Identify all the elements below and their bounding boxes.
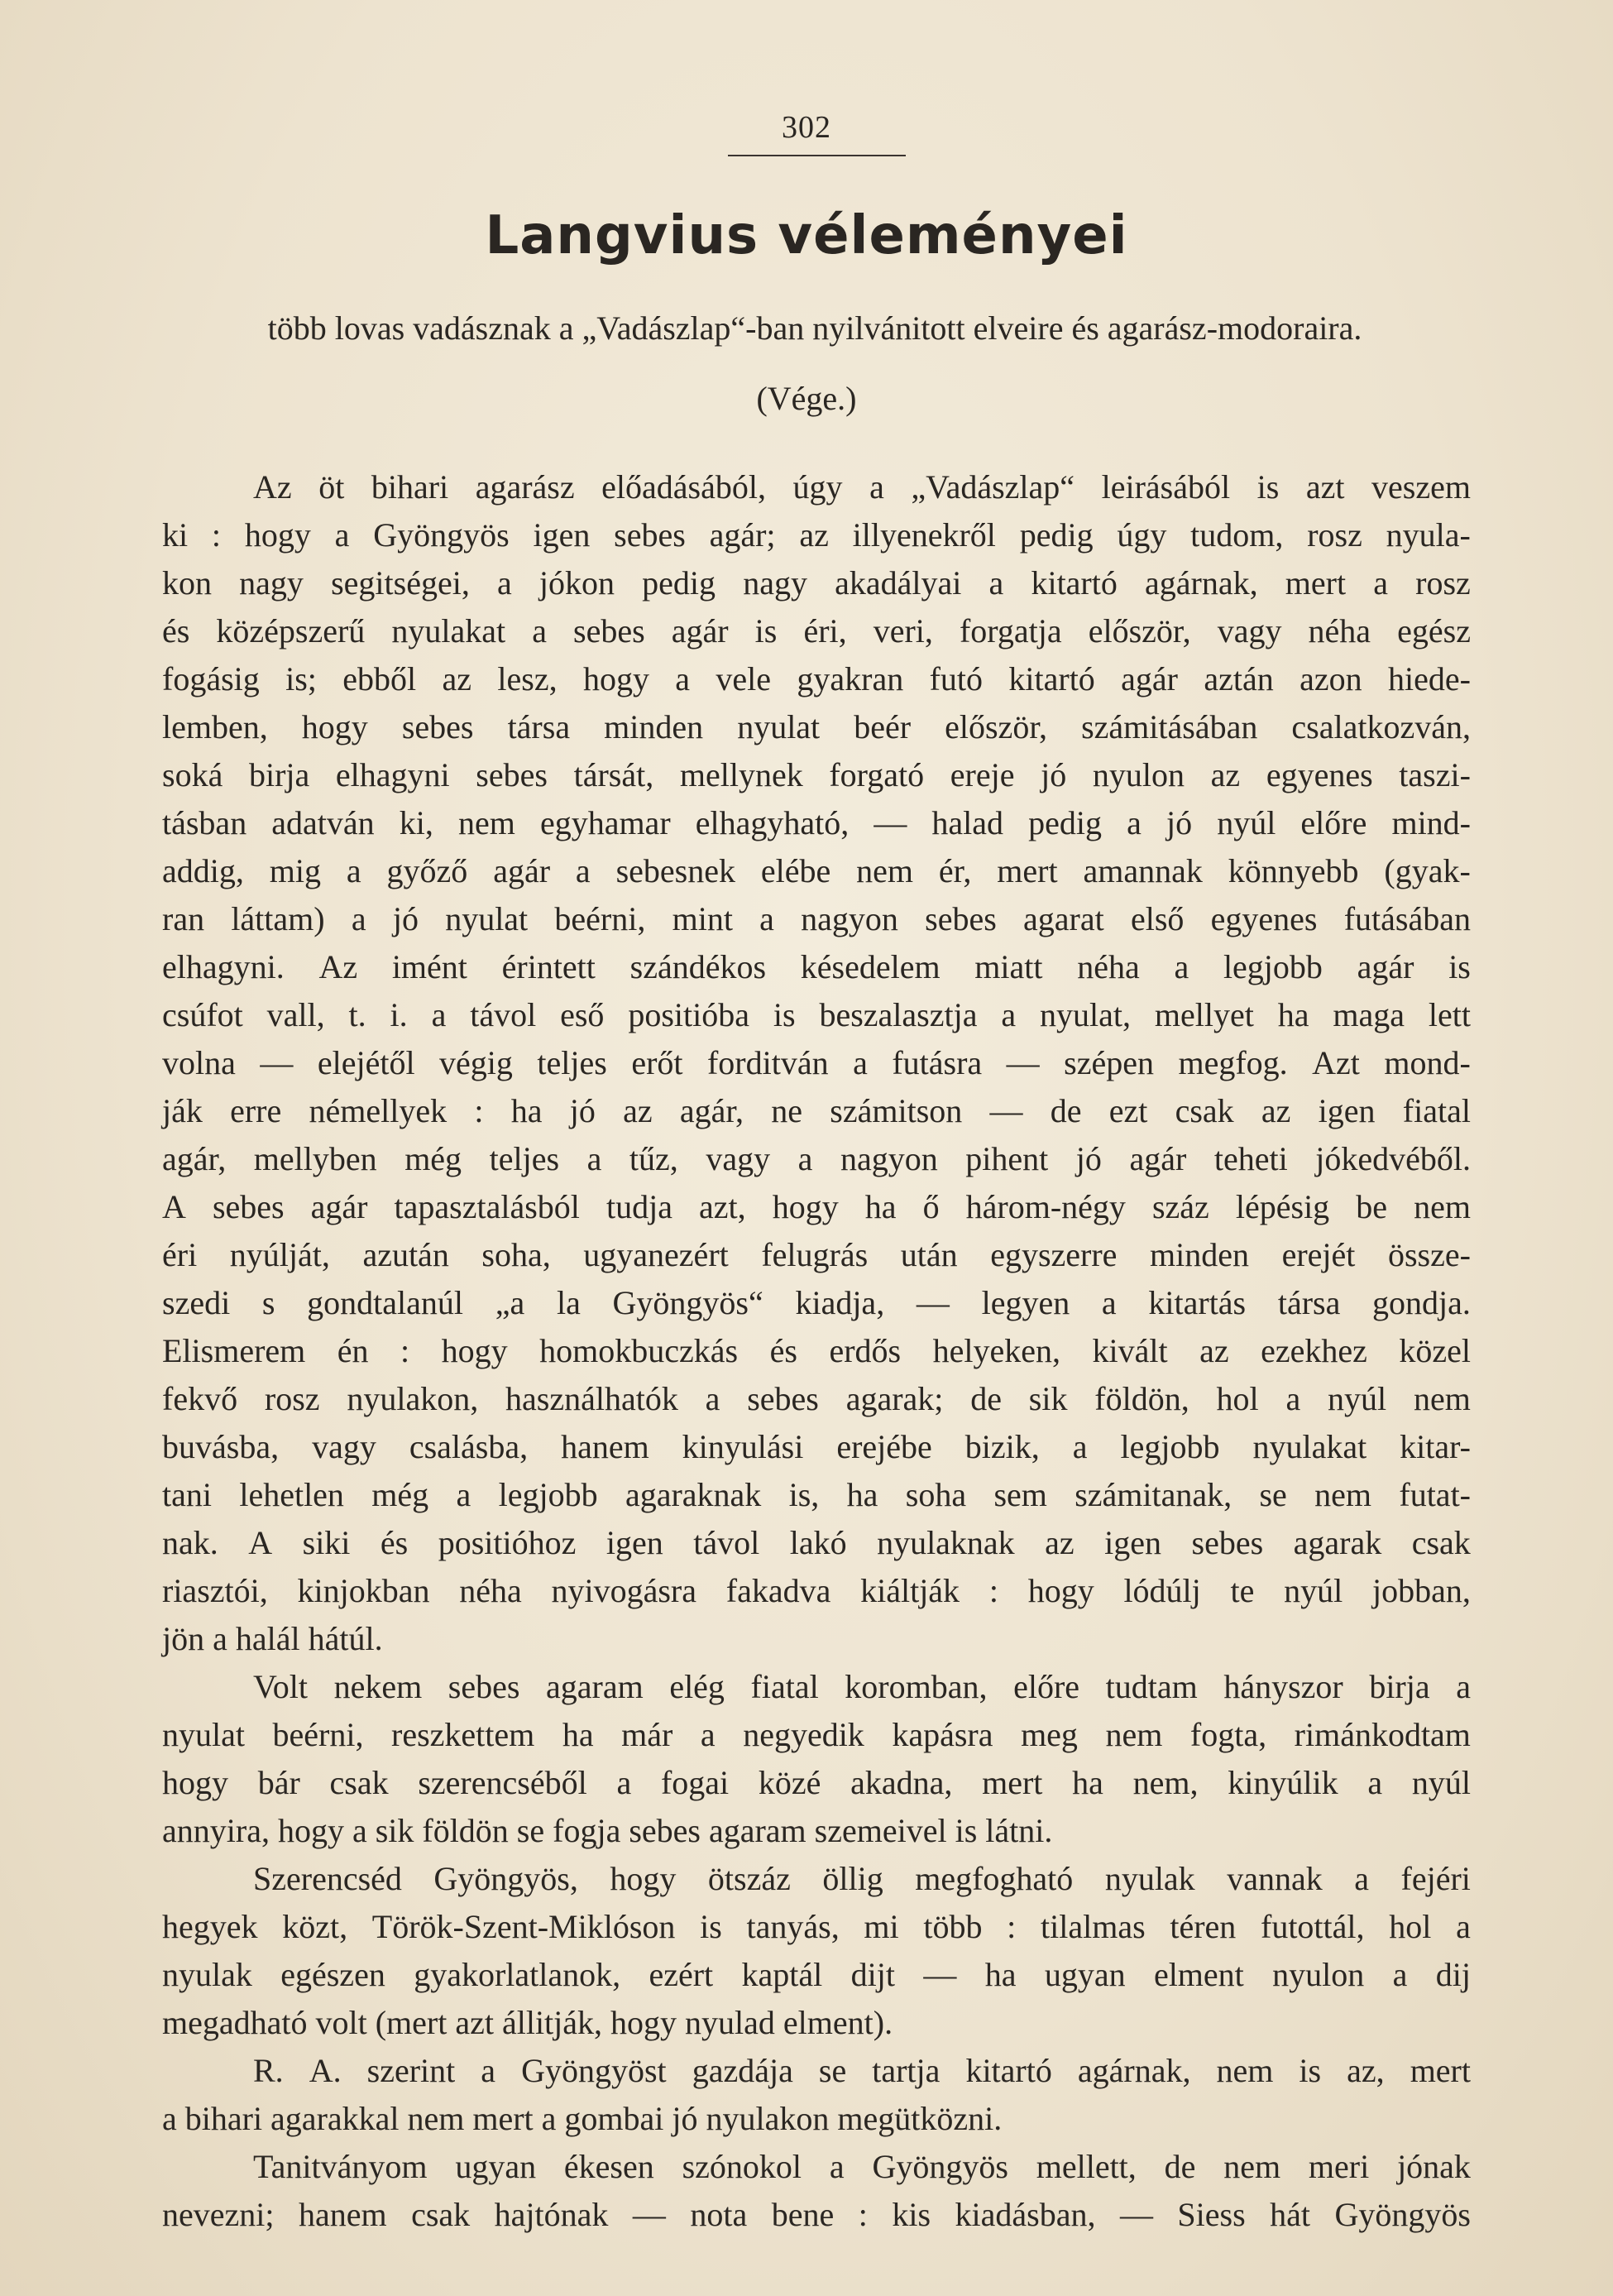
body-line: csúfot vall, t. i. a távol eső positióba is beszalasztja a nyulat, mellyet ha maga lett [162,996,1471,1033]
body-line: hegyek közt, Török-Szent-Miklóson is tanyás, mi több : tilalmas téren futottál, hol a [162,1908,1471,1945]
body-line: fekvő rosz nyulakon, használhatók a sebes agarak; de sik földön, hol a nyúl nem [162,1380,1471,1417]
body-line: hogy bár csak szerencséből a fogai közé akadna, mert ha nem, kinyúlik a nyúl [162,1764,1471,1801]
body-line: A sebes agár tapasztalásból tudja azt, hogy ha ő három-négy száz lépésig be nem [162,1188,1471,1225]
body-line: megadható volt (mert azt állitják, hogy nyulad elment). [162,2004,893,2041]
body-line: Elismerem én : hogy homokbuczkás és erdős helyeken, kivált az ezekhez közel [162,1332,1471,1369]
body-line: Az öt bihari agarász előadásából, úgy a „Vadászlap“ leirásából is azt veszem [253,468,1471,506]
body-line: fogásig is; ebből az lesz, hogy a vele gyakran futó kitartó agár aztán azon hiede- [162,660,1471,697]
body-line: kon nagy segitségei, a jókon pedig nagy akadályai a kitartó agárnak, mert a rosz [162,564,1471,602]
body-line: addig, mig a győző agár a sebesnek elébe nem ér, mert amannak könnyebb (gyak- [162,852,1471,889]
body-line: tásban adatván ki, nem egyhamar elhagyható, — halad pedig a jó nyúl előre mind- [162,804,1471,841]
body-line: volna — elejétől végig teljes erőt forditván a futásra — szépen megfog. Azt mond- [162,1044,1471,1081]
body-line: nak. A siki és positióhoz igen távol lakó nyulaknak az igen sebes agarak csak [162,1524,1471,1561]
body-line: nyulat beérni, reszkettem ha már a negyedik kapásra meg nem fogta, rimánkodtam [162,1716,1471,1753]
body-line: éri nyúlját, azután soha, ugyanezért felugrás után egyszerre minden erejét össze- [162,1236,1471,1273]
body-line: tani lehetlen még a legjobb agaraknak is, ha soha sem számitanak, se nem futat- [162,1476,1471,1513]
body-line: Szerencséd Gyöngyös, hogy ötszáz öllig megfogható nyulak vannak a fejéri [253,1860,1471,1897]
body-line: ki : hogy a Gyöngyös igen sebes agár; az illyenekről pedig úgy tudom, rosz nyula- [162,516,1471,554]
body-line: riasztói, kinjokban néha nyivogásra fakadva kiáltják : hogy lódúlj te nyúl jobban, [162,1572,1471,1609]
article-body [162,463,1471,2239]
body-line: szedi s gondtalanúl „a la Gyöngyös“ kiadja, — legyen a kitartás társa gondja. [162,1284,1471,1321]
body-line: R. A. szerint a Gyöngyöst gazdája se tartja kitartó agárnak, nem is az, mert [253,2052,1471,2089]
body-line: nyulak egészen gyakorlatlanok, ezért kaptál dijt — ha ugyan elment nyulon a dij [162,1956,1471,1993]
body-line: és középszerű nyulakat a sebes agár is éri, veri, forgatja először, vagy néha egész [162,612,1471,649]
body-line: agár, mellyben még teljes a tűz, vagy a nagyon pihent jó agár teheti jókedvéből. [162,1140,1471,1177]
body-line: buvásba, vagy csalásba, hanem kinyulási erejébe bizik, a legjobb nyulakat kitar- [162,1428,1471,1465]
article-subtitle: több lovas vadásznak a „Vadászlap“-ban nyilvánitott elveire és agarász-modoraira. [267,309,1362,347]
body-line: a bihari agarakkal nem mert a gombai jó nyulakon megütközni. [162,2100,1003,2137]
body-line: Volt nekem sebes agaram elég fiatal koromban, előre tudtam hányszor birja a [253,1668,1471,1705]
body-line: lemben, hogy sebes társa minden nyulat beér először, számitásában csalatkozván, [162,708,1471,745]
page-number: 302 [782,110,831,145]
body-line: ják erre némellyek : ha jó az agár, ne számitson — de ezt csak az igen fiatal [162,1092,1471,1129]
body-line: Tanitványom ugyan ékesen szónokol a Gyöngyös mellett, de nem meri jónak [253,2148,1471,2185]
body-line: ran láttam) a jó nyulat beérni, mint a nagyon sebes agarat első egyenes futásában [162,900,1471,937]
article-title: Langvius véleményei [485,205,1128,266]
page-number-rule [728,155,906,156]
body-line: soká birja elhagyni sebes társát, mellynek forgató ereje jó nyulon az egyenes taszi- [162,756,1471,793]
body-line: annyira, hogy a sik földön se fogja sebes agaram szemeivel is látni. [162,1812,1053,1849]
body-line: nevezni; hanem csak hajtónak — nota bene : kis kiadásban, — Siess hát Gyöngyös [162,2196,1471,2233]
body-line: jön a halál hátúl. [162,1620,383,1657]
body-line: elhagyni. Az imént érintett szándékos késedelem miatt néha a legjobb agár is [162,948,1471,985]
continuation-note: (Vége.) [756,380,857,417]
